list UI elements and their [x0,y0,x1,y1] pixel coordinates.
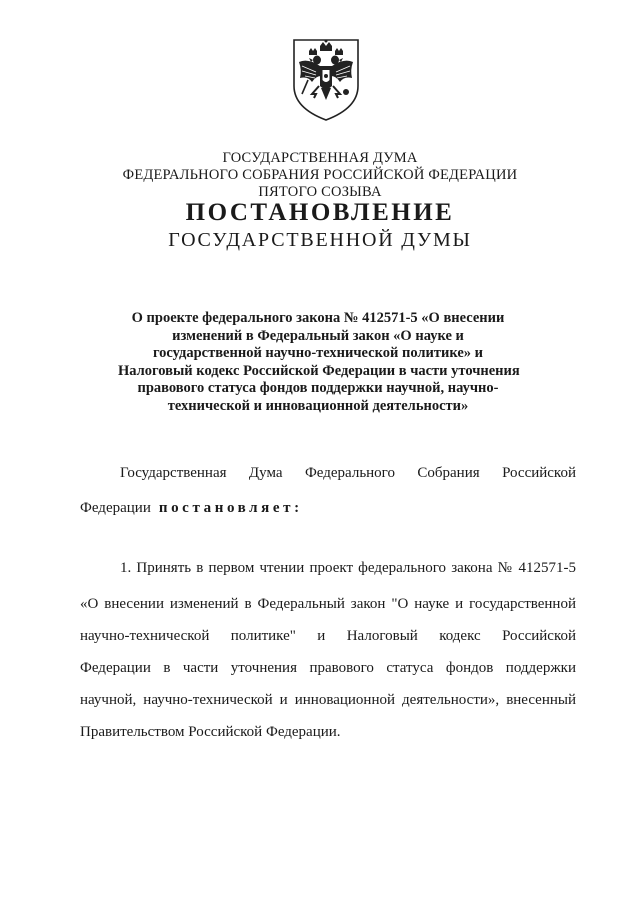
document-title: ПОСТАНОВЛЕНИЕ [185,199,455,226]
item1-line-2: «О внесении изменений в Федеральный закон "О науке и государственной [80,596,576,612]
subject-line: изменений в Федеральный закон «О науке и [172,327,464,344]
coat-of-arms-icon [290,36,362,122]
item1-line-6: Правительством Российской Федерации. [80,724,341,740]
item1-line-4: Федерации в части уточнения правового статуса фондов поддержки [80,660,576,676]
item1-line-3: научно-технической политике" и Налоговый кодекс Российской [80,628,576,644]
resolution-subject [118,310,518,416]
org-line-2: ФЕДЕРАЛЬНОГО СОБРАНИЯ РОССИЙСКОЙ ФЕДЕРАЦИИ [122,167,518,183]
subject-line: Налоговый кодекс Российской Федерации в части уточнения [118,362,520,379]
subject-line: О проекте федерального закона № 412571-5 «О внесении [131,310,505,326]
org-line-1: ГОСУДАРСТВЕННАЯ ДУМА [222,150,418,166]
org-line-3: ПЯТОГО СОЗЫВА [258,184,382,200]
document-subtitle: ГОСУДАРСТВЕННОЙ ДУМЫ [168,229,472,251]
subject-line: технической и инновационной деятельности» [167,397,469,414]
organization-header [0,150,640,201]
resolves-word: постановляет: [158,500,303,516]
preamble-line-2 [80,500,576,517]
item1-line-5: научной, научно-технической и инновационной деятельности», внесенный [80,692,576,708]
item1-line-1: 1. Принять в первом чтении проект федерального закона № 412571-5 [120,560,576,576]
preamble-federation: Федерации [80,500,151,516]
subject-line: правового статуса фондов поддержки научной, научно- [137,380,499,397]
subject-line: государственной научно-технической политике» и [152,345,484,362]
preamble-line-1: Государственная Дума Федерального Собрания Российской [120,465,576,481]
